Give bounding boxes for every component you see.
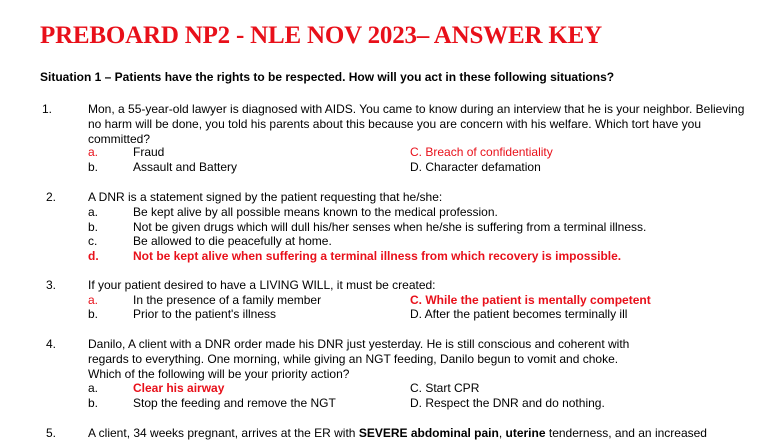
option-text: While the patient is mentally competent	[425, 293, 651, 307]
question-text: A DNR is a statement signed by the patient requesting that he/she:	[88, 190, 443, 204]
option-letter: C.	[410, 145, 422, 159]
option-text: Respect the DNR and do nothing.	[425, 396, 605, 410]
option-text: In the presence of a family member	[133, 293, 322, 307]
option-text: Character defamation	[425, 160, 541, 174]
option-d	[410, 307, 627, 321]
option-letter: C.	[410, 293, 422, 307]
option-text: Prior to the patient's illness	[133, 307, 277, 321]
page-title: PREBOARD NP2 - NLE NOV 2023– ANSWER KEY	[40, 22, 602, 49]
option-letter: d.	[88, 249, 99, 263]
option-letter: c.	[88, 234, 98, 248]
option-text: Start CPR	[425, 381, 480, 395]
option-letter: D.	[410, 396, 422, 410]
question-number: 3.	[46, 278, 57, 292]
option-c	[410, 381, 479, 395]
option-letter: b.	[88, 396, 99, 410]
option-letter: b.	[88, 307, 99, 321]
option-text-answer: Clear his airway	[133, 381, 225, 395]
question-text-emphasis: SEVERE abdominal pain	[358, 426, 499, 440]
question-text-part: ,	[498, 426, 506, 440]
option-d	[410, 396, 605, 410]
option-text: Not be kept alive when suffering a terminal illness from which recovery is impossible.	[133, 249, 622, 263]
question-number: 1.	[42, 102, 53, 116]
option-letter: a.	[88, 145, 99, 159]
question-line: regards to everything. One morning, while giving an NGT feeding, Danilo begun to vomit and choke.	[88, 352, 619, 366]
option-letter: b.	[88, 160, 99, 174]
option-text: Be allowed to die peacefully at home.	[133, 234, 332, 248]
question-text-part: tenderness, and an increased	[545, 426, 707, 440]
question-text: If your patient desired to have a LIVING WILL, it must be created:	[88, 278, 436, 292]
option-c-answer	[410, 293, 651, 307]
question-line: Which of the following will be your priority action?	[88, 367, 350, 381]
option-text: Breach of confidentiality	[425, 145, 553, 159]
question-text	[88, 337, 760, 382]
question-line: Danilo, A client with a DNR order made his DNR just yesterday. He is still conscious and coherent with	[88, 337, 630, 351]
question-text	[88, 426, 784, 441]
question-text: Mon, a 55-year-old lawyer is diagnosed with AIDS. You came to know during an interview that he is your neighbor. Believing no harm will be done, you told his parents about this because you are concern with his welfare. Which tort have you committed?	[88, 102, 745, 146]
question-number: 2.	[46, 190, 57, 204]
option-text: Be kept alive by all possible means known to the medical profession.	[133, 205, 498, 219]
option-letter: a.	[88, 293, 99, 307]
option-text: Assault and Battery	[133, 160, 238, 174]
option-text: Fraud	[133, 145, 165, 159]
option-letter: b.	[88, 220, 99, 234]
situation-heading: Situation 1 – Patients have the rights to be respected. How will you act in these following situations?	[40, 70, 615, 84]
question-number: 4.	[46, 337, 57, 351]
option-letter: D.	[410, 307, 422, 321]
option-text: After the patient becomes terminally ill	[424, 307, 628, 321]
option-letter: a.	[88, 381, 99, 395]
question-text-emphasis: uterine	[505, 426, 546, 440]
option-d	[410, 160, 541, 174]
option-letter: a.	[88, 205, 99, 219]
option-text: Stop the feeding and remove the NGT	[133, 396, 336, 410]
option-text: Not be given drugs which will dull his/her senses when he/she is suffering from a terminal illness.	[133, 220, 647, 234]
question-number: 5.	[46, 426, 57, 440]
question-text-part: A client, 34 weeks pregnant, arrives at the ER with	[88, 426, 359, 440]
option-letter: D.	[410, 160, 422, 174]
option-c-answer	[410, 145, 553, 159]
option-letter: C.	[410, 381, 422, 395]
